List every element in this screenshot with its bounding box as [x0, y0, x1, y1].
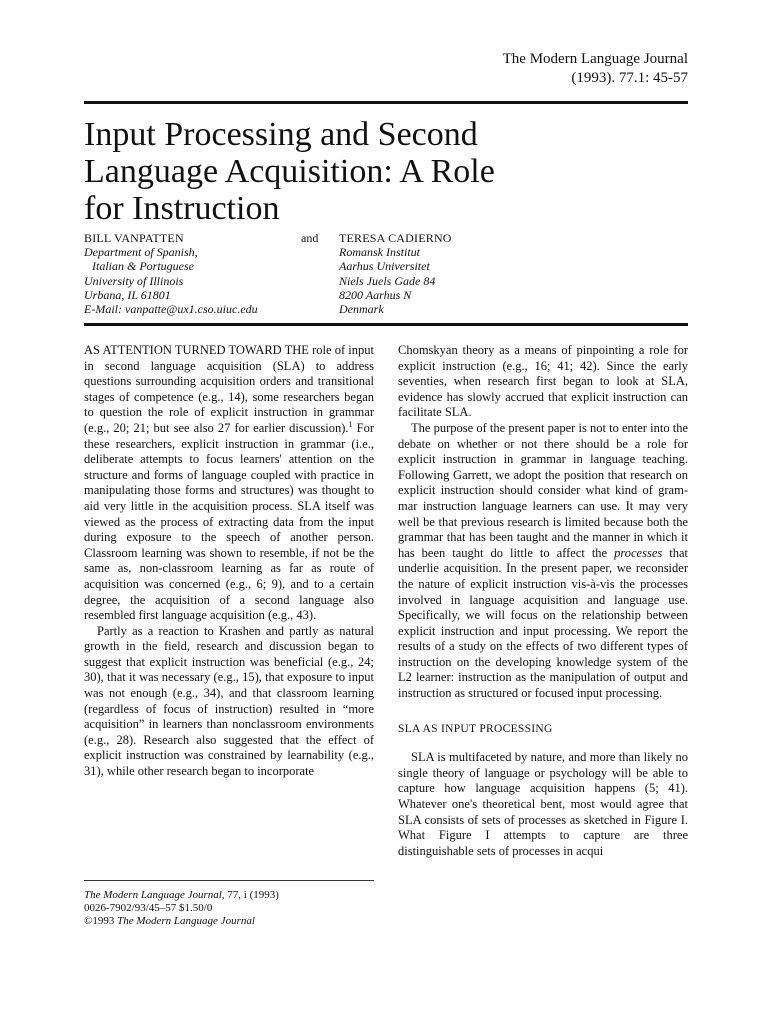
- article-title: [84, 116, 688, 227]
- section-heading: SLA AS INPUT PROCESSING: [398, 722, 553, 735]
- footnote-journal: [84, 889, 374, 902]
- author-1-affiliation: University of Illinois: [84, 273, 184, 288]
- author-block: [84, 231, 688, 321]
- paragraph-text: AS ATTENTION TURNED TOWARD THE role of input in second language acquisition (SLA) to address questions surrounding acquisition orders and transitional stages of competence (e.g., 14), some researchers began to question the role of explicit instruction in grammar (e.g., 20; 21; but see also 27 for earlier discussion).: [84, 343, 374, 435]
- paragraph-text: that underlie acquisition. In the present paper, we reconsider the nature of explicit instruction vis-à-vis the processes involved in language acquisition and language use. Specifically, we will focus on the relationship between explicit instruction and input processing. We report the results of a study on the effects of two different types of instruction on the developing knowledge system of the L2 learner: instruction as the manipulation of output and instruction as structured or focused input processing.: [398, 545, 688, 701]
- footnote-journal-name: The Modern Language Journal,: [84, 889, 225, 901]
- author-2-name: TERESA CADIERNO: [339, 231, 452, 245]
- author-2-affiliation: Denmark: [339, 302, 384, 317]
- title-line-2: Language Acquisition: A Role: [84, 153, 495, 190]
- title-line-1: Input Processing and Second: [84, 116, 478, 153]
- body-column-right: [398, 343, 688, 859]
- paragraph-text: The purpose of the present paper is not to enter into the debate on whether or not there should be a role for explicit instruction in grammar in language teaching. Following Garrett, we adopt the position that research on explicit instruction should consider what kind of grammar instruction language learners can use. It may very well be that previous research is limited because both the grammar that has been taught and the manner in which it has been taught do little to affect the: [398, 420, 688, 560]
- author-1-email: E-Mail: vanpatte@ux1.cso.uiuc.edu: [84, 302, 258, 317]
- footnote-journal-issue: 77, i (1993): [224, 889, 279, 901]
- author-1-affiliation: Department of Spanish,: [84, 245, 198, 260]
- paragraph-text: For these researchers, explicit instruction in grammar (i.e., deliberate attempts to focus learners' attention on the structure and forms of language coupled with practice in manipulating those forms and structures) was thought to aid very little in the acquisition process. SLA itself was viewed as the process of extracting data from the input during exposure to the speech of another person. Classroom learning was shown to resemble, if not be the same as, non-classroom learning as far as route of acquisition was concerned (e.g., 6; 9), and to a certain degree, the acquisition of a second language also resembled first language acquisition (e.g., 43).: [84, 420, 375, 623]
- paragraph: Partly as a reaction to Krashen and partly as natural growth in the field, research and discussion began to suggest that explicit instruction was beneficial (e.g., 24; 30), that it was necessary (e.g., 15), that exposure to input was not enough (e.g., 34), and that classroom learning (regardless of focus of instruction) resulted in “more acquisition” in learners than nonclassroom environments (e.g., 28). Research also suggested that the effect of explicit instruction was constrained by learnability (e.g., 31), while other research began to incorporate: [84, 623, 374, 779]
- publication-footnote: [84, 880, 374, 929]
- author-2: [339, 231, 452, 316]
- copyright-holder: The Modern Language Journal: [117, 915, 255, 928]
- author-conjunction: and: [301, 231, 319, 245]
- paragraph: [398, 421, 688, 702]
- emphasis-text: processes: [614, 545, 663, 560]
- paragraph: Chomskyan theory as a means of pinpointing a role for explicit instruction (e.g., 16; 41; 42). Since the early seventies, when research first began to look at SLA, evidence has slowly accrued that explicit instruction can facilitate SLA.: [398, 343, 688, 420]
- body-column-left: [84, 343, 374, 780]
- author-2-affiliation: Romansk Institut: [339, 245, 420, 260]
- top-rule: [84, 101, 688, 104]
- journal-name: The Modern Language Journal: [502, 51, 688, 67]
- paragraph: [84, 343, 374, 624]
- author-1: [84, 231, 258, 316]
- author-2-affiliation: Aarhus Universitet: [339, 259, 430, 274]
- title-line-3: for Instruction: [84, 190, 280, 227]
- author-1-affiliation: Urbana, IL 61801: [84, 287, 171, 302]
- author-1-name: BILL VANPATTEN: [84, 231, 184, 245]
- footnote-marker: 1: [348, 419, 353, 429]
- footnote-issn: 0026-7902/93/45–57 $1.50/0: [84, 902, 213, 915]
- author-2-affiliation: Niels Juels Gade 84: [339, 273, 436, 288]
- copyright-symbol: ©1993: [84, 915, 118, 928]
- footnote-copyright: [84, 915, 374, 928]
- paragraph: SLA is multifaceted by nature, and more than likely no single theory of language or psychology will be able to capture how language acquisition happens (5; 41). Whatever one's theoretical bent, most would agree that SLA consists of sets of processes as sketched in Figure I. What Figure I attempts to capture are three distinguishable sets of processes in acqui: [398, 750, 688, 858]
- journal-citation: (1993). 77.1: 45-57: [571, 70, 688, 86]
- author-1-affiliation: Italian & Portuguese: [92, 259, 194, 274]
- author-2-affiliation: 8200 Aarhus N: [339, 287, 412, 302]
- journal-header: [503, 50, 688, 88]
- footnote-rule: [84, 880, 374, 881]
- header-bottom-rule: [84, 323, 688, 326]
